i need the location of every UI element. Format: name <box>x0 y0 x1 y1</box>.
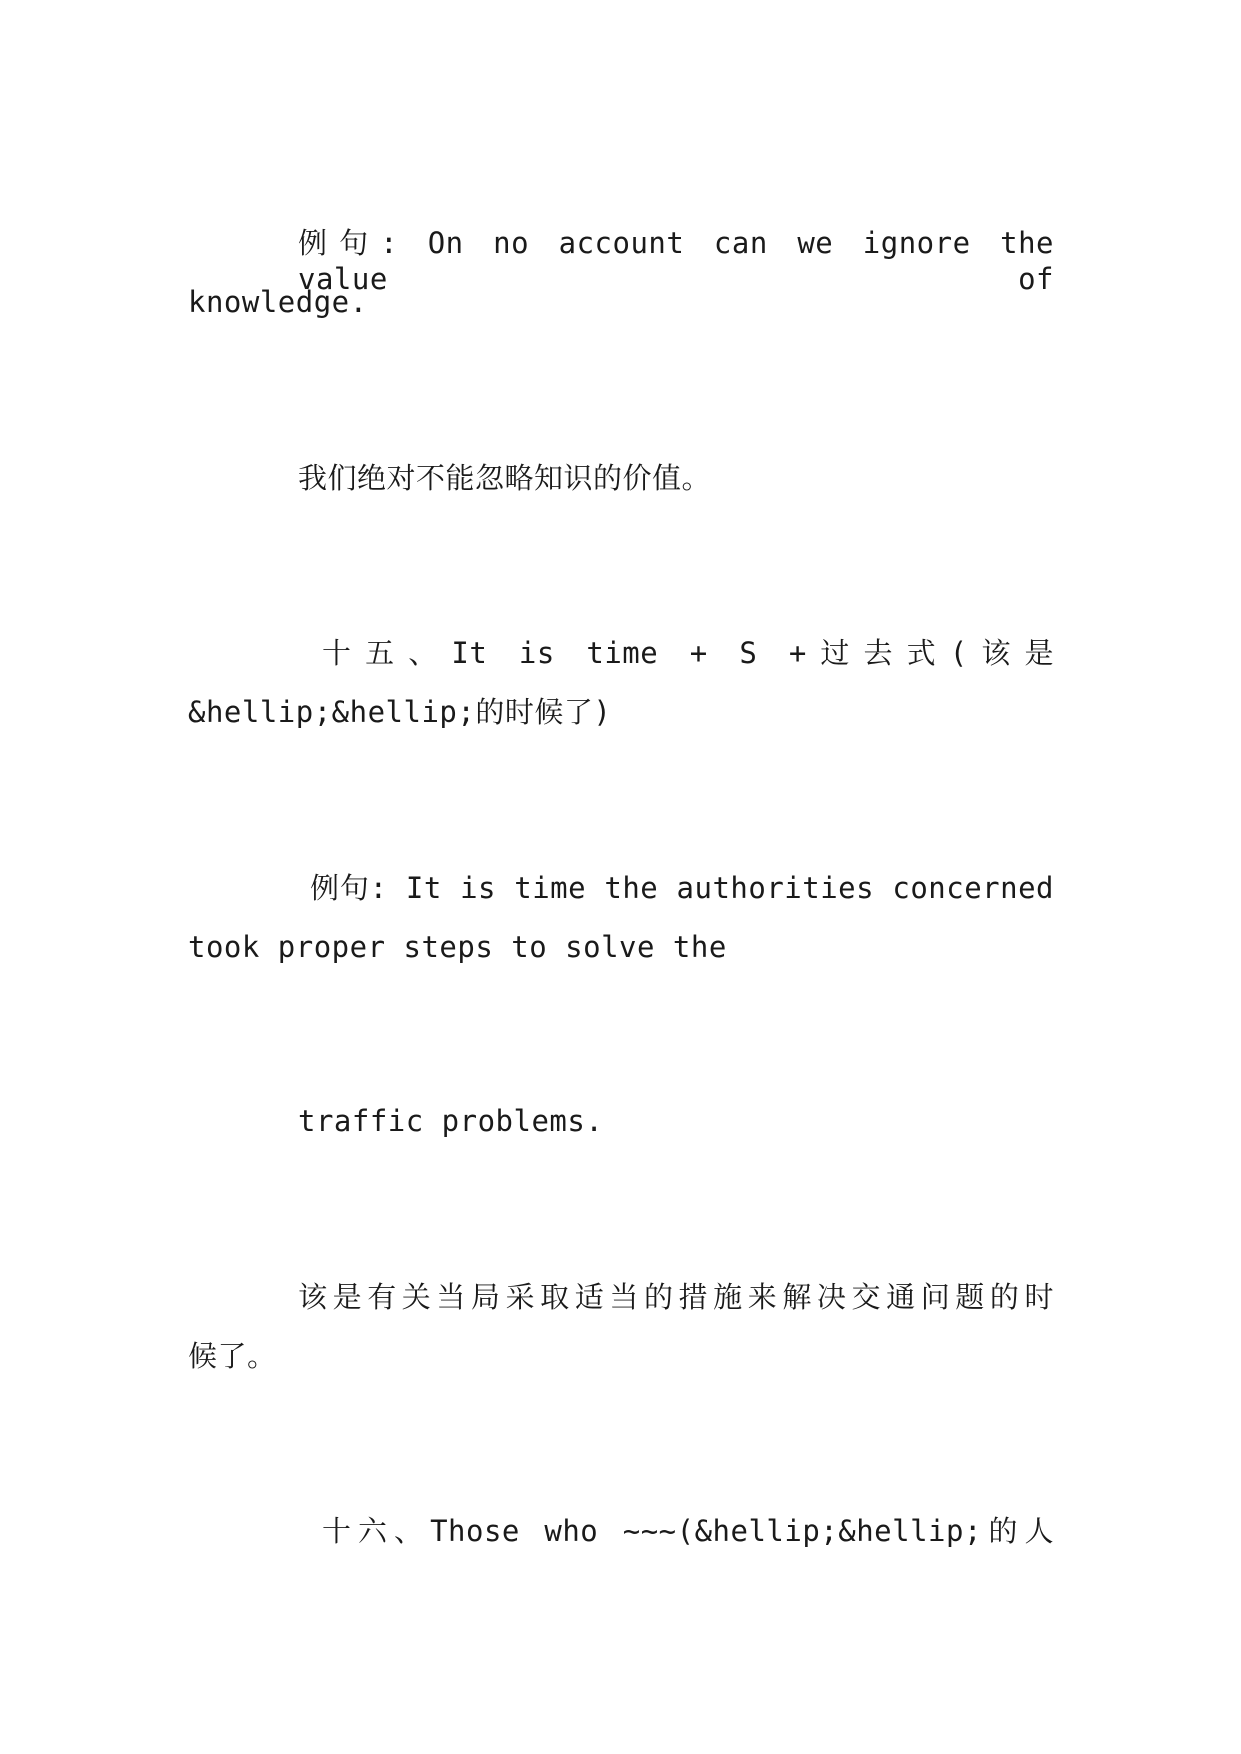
paragraph-translation-1: 我们绝对不能忽略知识的价值。 <box>298 461 712 495</box>
paragraph-translation-2-line-1: 该是有关当局采取适当的措施来解决交通问题的时 <box>298 1280 1054 1314</box>
heading-fifteen-line-2: &hellip;&hellip;的时候了) <box>188 695 612 729</box>
heading-fifteen-line-1: 十五、It is time + S +过去式(该是 <box>322 636 1054 670</box>
paragraph-example-1-line-2: knowledge. <box>188 285 368 319</box>
heading-sixteen-line-1: 十六、Those who ~~~(&hellip;&hellip;的人 <box>322 1514 1054 1548</box>
paragraph-example-2-line-3: traffic problems. <box>298 1104 604 1138</box>
paragraph-translation-2-line-2: 候了。 <box>188 1339 277 1373</box>
paragraph-example-1-line-1: 例句: On no account can we ignore the value of <box>298 226 1054 296</box>
paragraph-example-2-line-1: 例句: It is time the authorities concerned <box>310 871 1054 905</box>
paragraph-example-2-line-2: took proper steps to solve the <box>188 930 727 964</box>
